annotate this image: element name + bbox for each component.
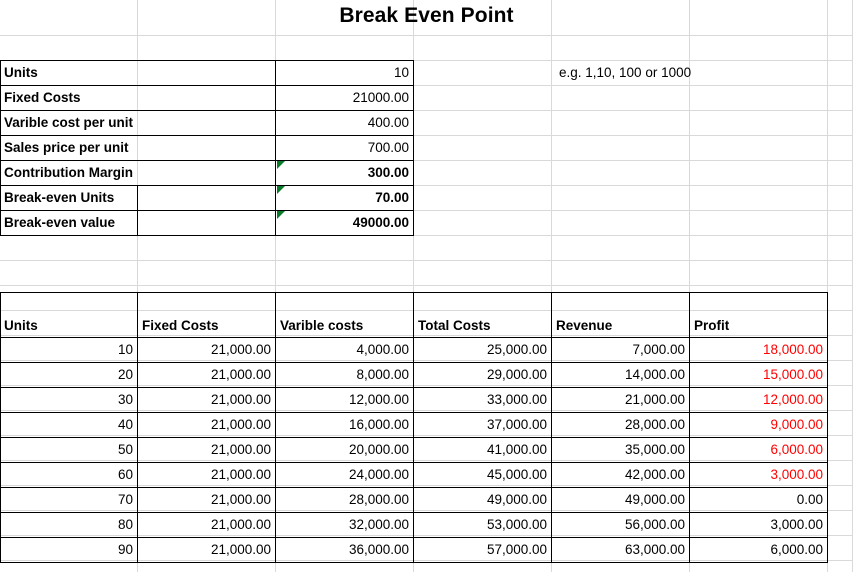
cell-border (0, 437, 828, 438)
cell-border (0, 160, 414, 161)
column-header: Fixed Costs (142, 317, 219, 333)
cell-border (137, 292, 138, 562)
table-cell: 37,000.00 (486, 416, 547, 432)
table-cell: 4,000.00 (356, 341, 409, 357)
table-cell: 24,000.00 (348, 466, 409, 482)
comment-flag-icon (277, 186, 285, 194)
cell-border (0, 362, 828, 363)
input-value[interactable]: 49000.00 (352, 214, 409, 230)
cell-border (0, 110, 414, 111)
table-cell: 21,000.00 (210, 441, 271, 457)
cell-border (0, 412, 828, 413)
page-title: Break Even Point (339, 4, 514, 27)
cell-border (0, 337, 828, 338)
input-label: Sales price per unit (4, 139, 129, 155)
table-cell: 21,000.00 (210, 491, 271, 507)
gridline-horizontal (0, 35, 853, 36)
table-cell: 7,000.00 (632, 341, 685, 357)
gridline-horizontal (0, 260, 853, 261)
table-cell: 21,000.00 (210, 516, 271, 532)
table-cell: 21,000.00 (624, 391, 685, 407)
table-cell: 41,000.00 (486, 441, 547, 457)
table-cell: 12,000.00 (348, 391, 409, 407)
column-header: Units (4, 317, 38, 333)
table-cell: 0.00 (796, 491, 823, 507)
input-label: Break-even value (4, 214, 116, 230)
input-spacer-cell (138, 210, 276, 235)
table-cell: 25,000.00 (486, 341, 547, 357)
table-cell: 18,000.00 (762, 341, 823, 357)
input-value[interactable]: 10 (393, 64, 409, 80)
table-cell: 12,000.00 (762, 391, 823, 407)
cell-border (413, 60, 414, 235)
column-header: Varible costs (280, 317, 364, 333)
table-cell: 16,000.00 (348, 416, 409, 432)
table-cell: 21,000.00 (210, 341, 271, 357)
table-cell: 6,000.00 (770, 441, 823, 457)
table-cell: 60 (117, 466, 133, 482)
cell-border (827, 292, 828, 562)
table-cell: 21,000.00 (210, 391, 271, 407)
cell-border (0, 210, 414, 211)
input-value[interactable]: 70.00 (375, 189, 409, 205)
cell-border (413, 292, 414, 562)
table-cell: 21,000.00 (210, 541, 271, 557)
column-header: Profit (694, 317, 730, 333)
table-cell: 29,000.00 (486, 366, 547, 382)
cell-border (0, 487, 828, 488)
input-value[interactable]: 700.00 (367, 139, 409, 155)
table-cell: 57,000.00 (486, 541, 547, 557)
table-cell: 50 (117, 441, 133, 457)
table-cell: 56,000.00 (624, 516, 685, 532)
table-cell: 70 (117, 491, 133, 507)
table-cell: 15,000.00 (762, 366, 823, 382)
table-cell: 42,000.00 (624, 466, 685, 482)
units-hint-note: e.g. 1,10, 100 or 1000 (559, 64, 692, 80)
cell-border (0, 292, 828, 293)
column-header: Revenue (556, 317, 613, 333)
table-cell: 32,000.00 (348, 516, 409, 532)
cell-border (0, 235, 414, 236)
cell-border (0, 387, 828, 388)
input-label: Break-even Units (4, 189, 115, 205)
table-cell: 30 (117, 391, 133, 407)
table-cell: 21,000.00 (210, 416, 271, 432)
table-cell: 63,000.00 (624, 541, 685, 557)
cell-border (0, 292, 1, 562)
table-cell: 35,000.00 (624, 441, 685, 457)
table-cell: 40 (117, 416, 133, 432)
table-cell: 20,000.00 (348, 441, 409, 457)
cell-border (0, 562, 828, 563)
table-cell: 45,000.00 (486, 466, 547, 482)
cell-border (0, 462, 828, 463)
input-spacer-cell (138, 185, 276, 210)
table-cell: 6,000.00 (770, 541, 823, 557)
table-cell: 10 (117, 341, 133, 357)
cell-border (275, 60, 276, 235)
cell-border (551, 292, 552, 562)
input-value[interactable]: 400.00 (367, 114, 409, 130)
cell-border (0, 185, 414, 186)
table-cell: 21,000.00 (210, 466, 271, 482)
table-cell: 90 (117, 541, 133, 557)
table-cell: 14,000.00 (624, 366, 685, 382)
column-header: Total Costs (418, 317, 491, 333)
table-cell: 21,000.00 (210, 366, 271, 382)
table-cell: 20 (117, 366, 133, 382)
comment-flag-icon (277, 211, 285, 219)
cell-border (137, 185, 138, 235)
input-value[interactable]: 21000.00 (352, 89, 409, 105)
input-label: Varible cost per unit (4, 114, 134, 130)
cell-border (275, 292, 276, 562)
table-cell: 3,000.00 (770, 516, 823, 532)
input-label: Fixed Costs (4, 89, 81, 105)
table-cell: 80 (117, 516, 133, 532)
cell-border (0, 135, 414, 136)
table-cell: 3,000.00 (770, 466, 823, 482)
cell-border (0, 60, 1, 235)
input-label: Units (4, 64, 38, 80)
table-cell: 28,000.00 (624, 416, 685, 432)
cell-border (0, 60, 414, 61)
comment-flag-icon (277, 161, 285, 169)
table-cell: 8,000.00 (356, 366, 409, 382)
table-cell: 36,000.00 (348, 541, 409, 557)
table-cell: 9,000.00 (770, 416, 823, 432)
cell-border (689, 292, 690, 562)
cell-border (0, 537, 828, 538)
gridline-horizontal (0, 285, 853, 286)
table-cell: 28,000.00 (348, 491, 409, 507)
cell-border (0, 85, 414, 86)
table-cell: 49,000.00 (486, 491, 547, 507)
input-value[interactable]: 300.00 (367, 164, 409, 180)
table-cell: 49,000.00 (624, 491, 685, 507)
table-cell: 53,000.00 (486, 516, 547, 532)
table-cell: 33,000.00 (486, 391, 547, 407)
input-label: Contribution Margin (4, 164, 133, 180)
cell-border (0, 512, 828, 513)
